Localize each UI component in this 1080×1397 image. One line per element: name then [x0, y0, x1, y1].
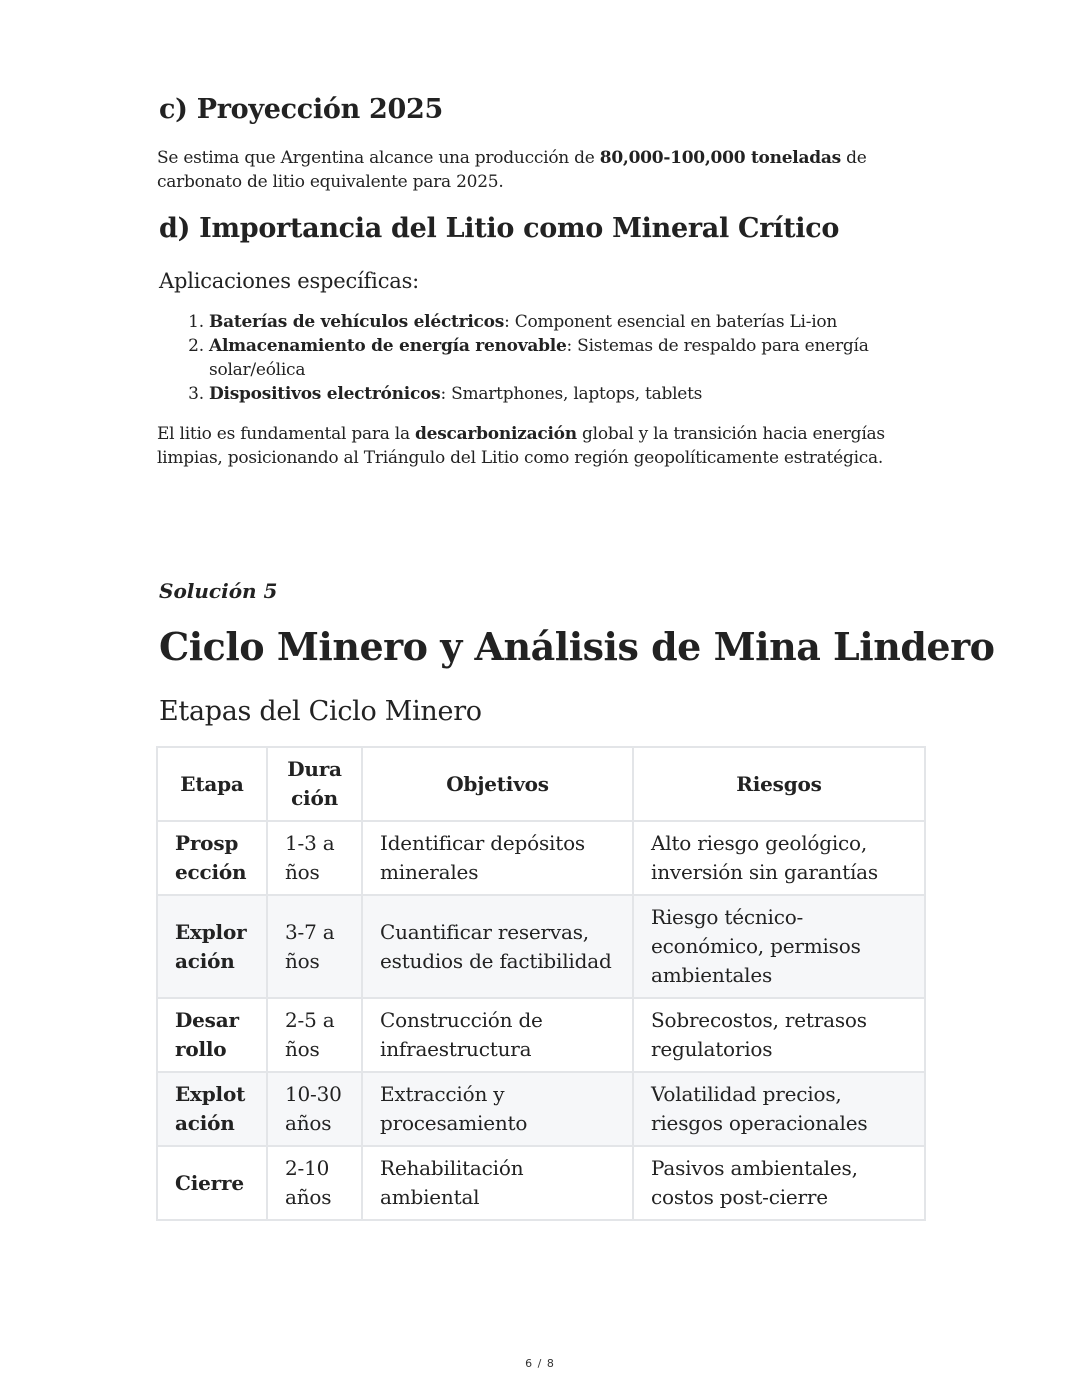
mining-cycle-table — [156, 746, 926, 1221]
table-row — [157, 1072, 925, 1146]
duration-cell: 3-7 años — [267, 895, 362, 998]
page-number: 6 / 8 — [525, 1357, 555, 1370]
risk-cell: Sobrecostos, retrasos regulatorios — [633, 998, 925, 1072]
page-title: Ciclo Minero y Análisis de Mina Lindero — [159, 624, 995, 669]
table-header-row — [157, 747, 925, 821]
list-item: 2. Almacenamiento de energía renovable: Sistemas de respaldo para energía solar/eólica — [209, 334, 909, 382]
duration-cell: 1-3 años — [267, 821, 362, 895]
duration-cell: 2-10 años — [267, 1146, 362, 1220]
applications-list — [157, 310, 909, 406]
objective-cell: Identificar depósitos minerales — [362, 821, 633, 895]
stage-cell: Explotación — [157, 1072, 267, 1146]
table-row — [157, 1146, 925, 1220]
table-row — [157, 821, 925, 895]
section-c-title: c) Proyección 2025 — [159, 94, 443, 125]
objective-cell: Rehabilitación ambiental — [362, 1146, 633, 1220]
closing-bold-text: descarbonización — [415, 424, 577, 444]
risk-cell: Riesgo técnico-económico, permisos ambientales — [633, 895, 925, 998]
solution-label: Solución 5 — [159, 579, 278, 603]
table-title: Etapas del Ciclo Minero — [159, 696, 482, 727]
objective-cell: Construcción de infraestructura — [362, 998, 633, 1072]
applications-subtitle: Aplicaciones específicas: — [159, 269, 420, 293]
list-item: 3. Dispositivos electrónicos: Smartphones, laptops, tablets — [209, 382, 909, 406]
stage-cell: Desarrollo — [157, 998, 267, 1072]
table-row — [157, 998, 925, 1072]
section-c-text-end: de carbonato de litio equivalente para 2025. — [157, 148, 867, 192]
header-risks: Riesgos — [633, 747, 925, 821]
section-c-text: Se estima que Argentina alcance una producción de — [157, 148, 600, 168]
section-c-bold-text: 80,000-100,000 toneladas — [599, 148, 842, 168]
duration-cell: 10-30 años — [267, 1072, 362, 1146]
stage-cell: Cierre — [157, 1146, 267, 1220]
risk-cell: Alto riesgo geológico, inversión sin garantías — [633, 821, 925, 895]
duration-cell: 2-5 años — [267, 998, 362, 1072]
risk-cell: Volatilidad precios, riesgos operacionales — [633, 1072, 925, 1146]
list-item: 1. Baterías de vehículos eléctricos: Component esencial en baterías Li-ion — [209, 310, 909, 334]
risk-cell: Pasivos ambientales, costos post-cierre — [633, 1146, 925, 1220]
stage-cell: Exploración — [157, 895, 267, 998]
header-duration: Duración — [267, 747, 362, 821]
section-d-title: d) Importancia del Litio como Mineral Crítico — [159, 213, 840, 244]
section-c-paragraph — [157, 146, 877, 194]
closing-paragraph: El litio es fundamental para la descarbonización global y la transición hacia energías limpias, posicionando al Triángulo del Litio como región geopolíticamente estratégica. — [157, 424, 885, 468]
header-objectives: Objetivos — [362, 747, 633, 821]
objective-cell: Extracción y procesamiento — [362, 1072, 633, 1146]
table-row — [157, 895, 925, 998]
header-stage: Etapa — [157, 747, 267, 821]
stage-cell: Prospección — [157, 821, 267, 895]
objective-cell: Cuantificar reservas, estudios de factibilidad — [362, 895, 633, 998]
